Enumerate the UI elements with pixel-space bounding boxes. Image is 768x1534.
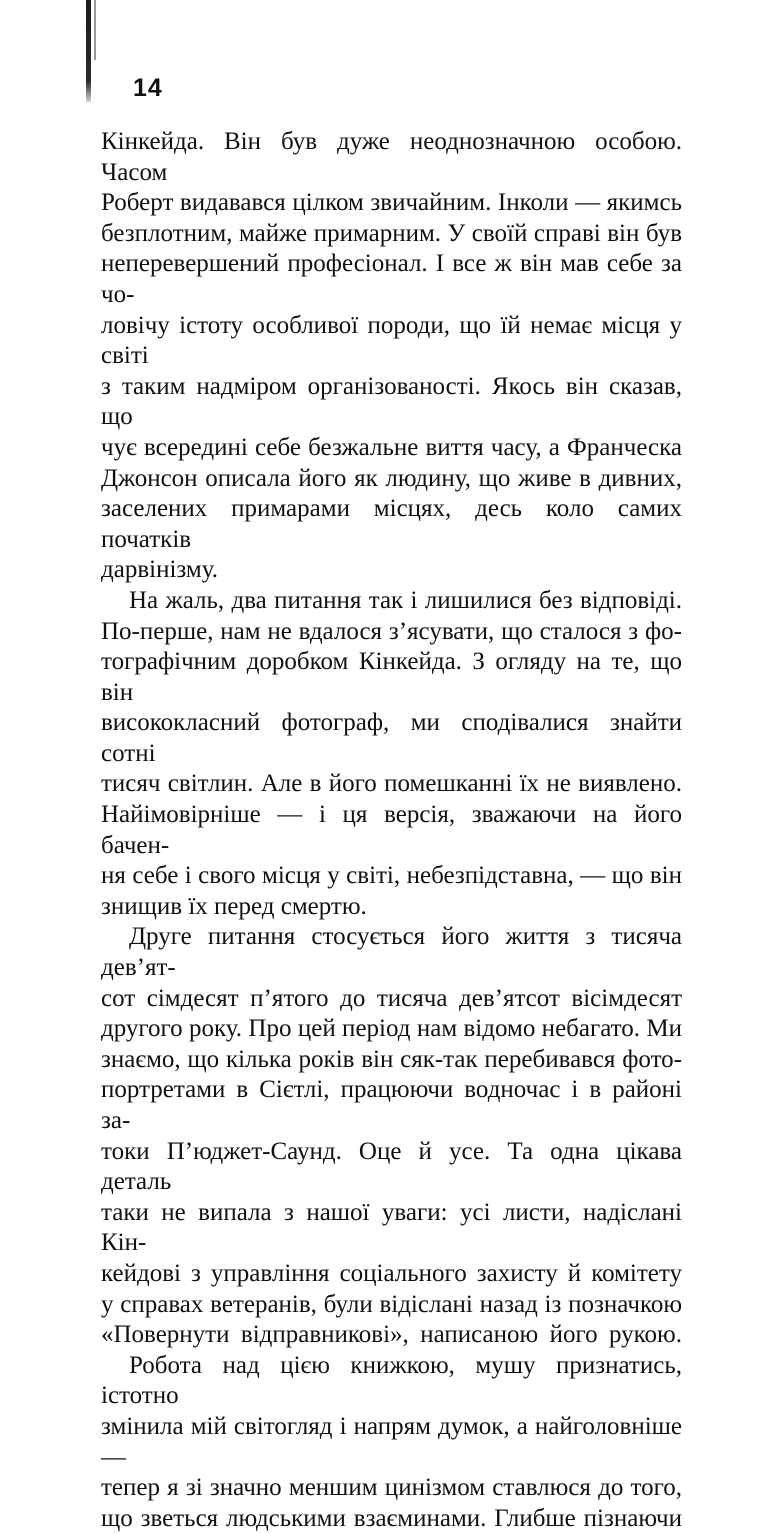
paragraph [101,586,682,923]
text-line: токи П’юджет-Саунд. Оце й усе. Та одна цікава деталь [101,1137,682,1196]
paragraph [101,922,682,1350]
text-line: змінила мій світогляд і напрям думок, а найголовніше — [101,1412,682,1471]
text-line: дарвінізму. [101,556,218,584]
page-edge-mark [86,0,91,102]
paragraph [101,127,682,586]
text-line: Найімовірніше — і ця версія, зважаючи на його бачен- [101,801,682,859]
text-line: другого року. Про цей період нам відомо небагато. Ми [101,1015,682,1043]
text-line: ловічу істоту особливої породи, що їй немає місця у світі [101,311,682,370]
text-line: Робота над цією книжкою, мушу признатись, істотно [101,1351,682,1410]
text-line: сот сімдесят п’ятого до тисяча дев’ятсот вісімдесят [101,984,682,1012]
text-line: Кінкейда. Він був дуже неоднозначною особою. Часом [101,128,682,186]
text-line: безплотним, майже примарним. У своїй справі він був [101,219,682,247]
text-line: неперевершений професіонал. І все ж він мав себе за чо- [101,250,682,308]
text-line: Друге питання стосується його життя з тисяча дев’ят- [101,923,682,982]
text-line: На жаль, два питання так і лишилися без відповіді. [129,586,682,614]
text-line: По-перше, нам не вдалося з’ясувати, що сталося з фо- [101,617,682,645]
text-line: Роберт видавався цілком звичайним. Інколи — якимсь [101,189,682,217]
page-number: 14 [133,74,163,102]
text-line: висококласний фотограф, ми сподівалися знайти сотні [101,709,682,767]
text-line: тепер я зі значно меншим цинізмом ставлюся до того, [101,1474,682,1502]
text-line: тисяч світлин. Але в його помешканні їх не виявлено. [101,770,682,798]
text-line: заселених примарами місцях, десь коло самих початків [101,495,682,553]
text-line: ня себе і свого місця у світі, небезпідставна, — що він [101,862,682,890]
text-line: чує всередині себе безжальне виття часу, а Франческа [101,433,682,461]
text-line: у справах ветеранів, були відіслані назад із позначкою [101,1290,682,1318]
text-line: «Повернути відправникові», написаною його рукою. [101,1321,682,1349]
text-line: знаємо, що кілька років він сяк-так перебивався фото- [101,1045,682,1073]
text-line: знищив їх перед смертю. [101,892,367,920]
page-edge-shadow [94,0,96,60]
text-line: з таким надміром організованості. Якось він сказав, що [101,372,682,431]
text-line: тографічним доробком Кінкейда. З огляду на те, що він [101,648,682,706]
text-line: Джонсон описала його як людину, що живе в дивних, [101,464,682,492]
paragraph [101,1351,682,1534]
body-text [101,127,682,1534]
text-line: портретами в Сієтлі, працюючи водночас і в районі за- [101,1076,682,1134]
text-line: що зветься людськими взаєминами. Глибше пізнаючи [101,1504,682,1532]
text-line: таки не випала з нашої уваги: усі листи, надіслані Кін- [101,1198,682,1257]
text-line: кейдові з управління соціального захисту й комітету [101,1259,682,1287]
